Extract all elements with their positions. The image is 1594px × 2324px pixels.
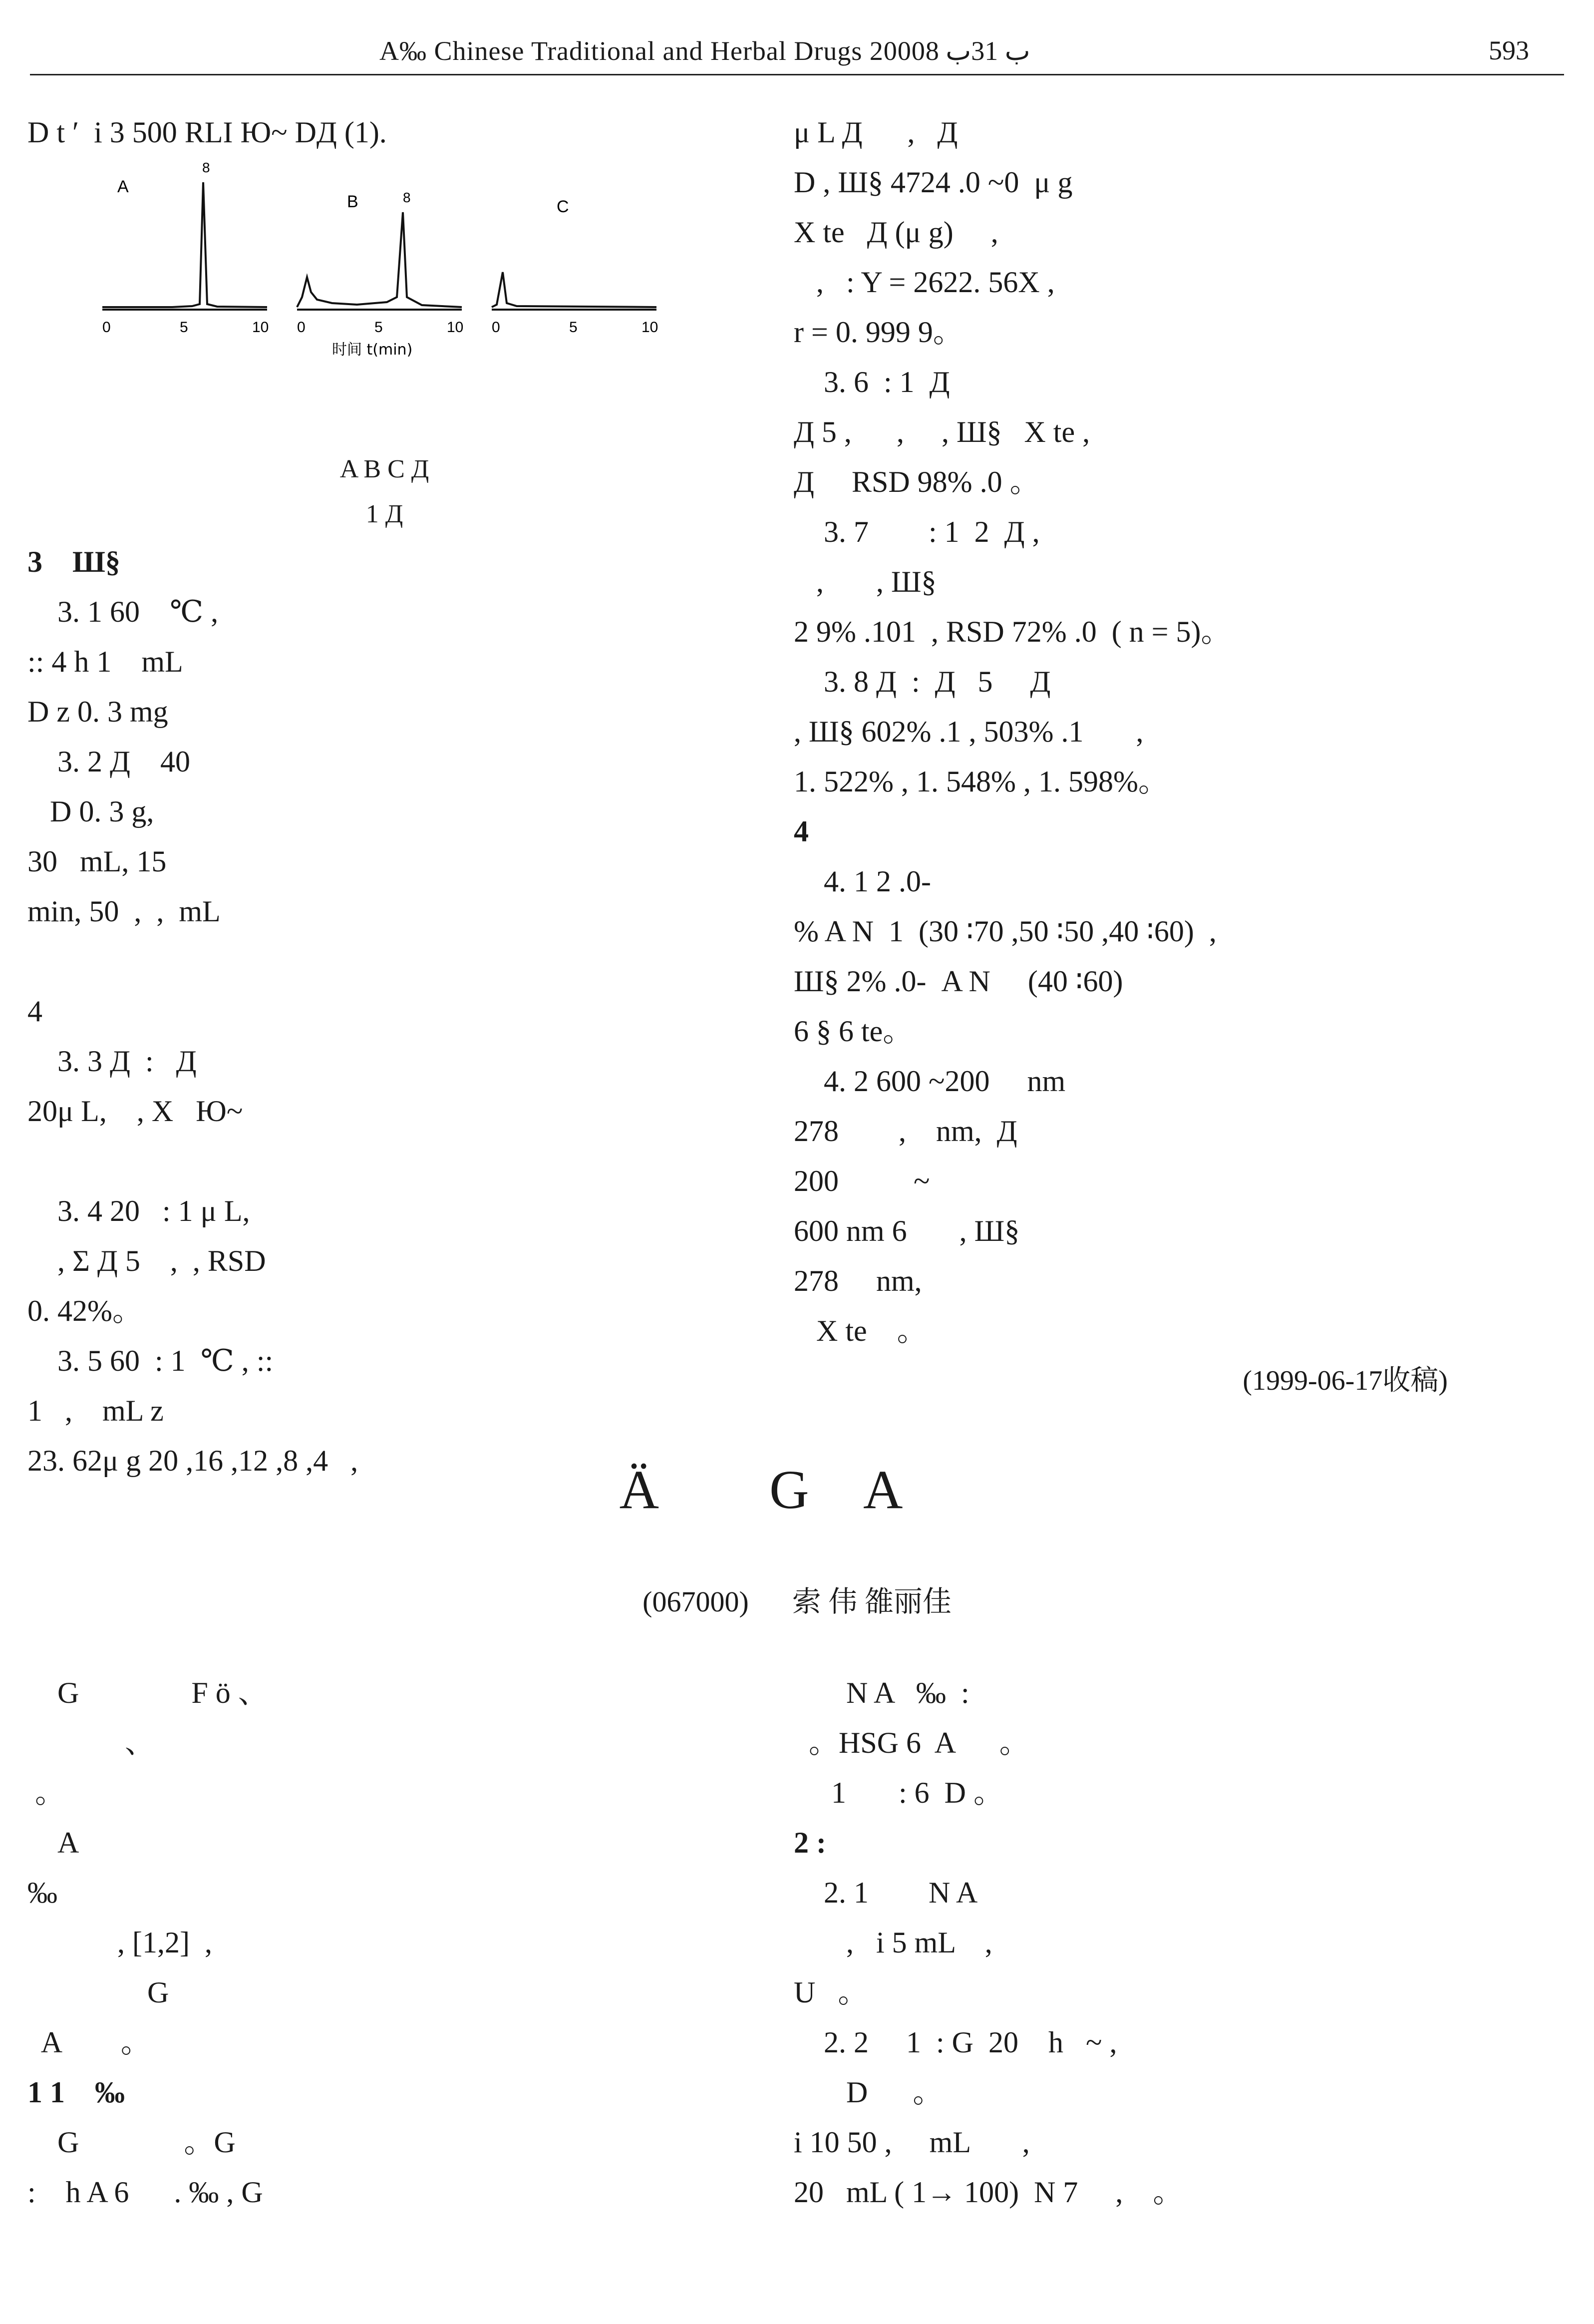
text-line: 23. 62μ g ‏ ‏ , ‏ ‏ 4, 8, 12, 16, 20	[27, 1444, 373, 1477]
text-line: ‏ ‏ , ‏ ‏ ‏ ‏ ‏ ‏ ‏ i 5 mL ‏ ‏ ‏ ,	[794, 1926, 992, 1959]
text-line: ‏ ‏ ‏ ‏ , Σ Д 5 ‏ , ‏ ‏ ‏ , RSD	[27, 1244, 266, 1277]
text-line: 2. 2 ‏ 1 ‏ ‏ ‏ ‏ : G ‏ ‏ ‏ 20 ‏ h ‏ ‏ ~ ,	[824, 2026, 1117, 2059]
text-line: Ш§ ‏ -0. 2% A N ‏ (60∶ 40) ‏ ‏ ‏ ‏	[794, 965, 1131, 998]
panel-label-b: B	[347, 192, 358, 211]
tick-b-10: 10	[447, 319, 464, 336]
text-line: ‏ ‏ ‏ ‏ ‏ ‏ ‏ ‏ ‏ ‏ ‏ ‏ ‏ ‏ ‏ ‏ G	[27, 1976, 169, 2009]
text-line: ‏ ‏ ‏ ‏ ‏ ‏ ‏ N A ‏ ‏ ‏ : ‏ ‰ ‏ ‏	[794, 1676, 992, 1709]
page-number: 593	[1489, 35, 1529, 65]
text-line: G ‏ ‏ ‏ ‏ ‏ ‏ ‏ ‏ ‏ ‏ ‏ ‏ ‏ ‏ F ö 、	[57, 1676, 268, 1709]
tick-b-5: 5	[374, 319, 383, 336]
tick-b-0: 0	[297, 319, 306, 336]
text-line: 3. 8 Д ‏ ‏: ‏ Д ‏ ‏ ‏ ‏ 5 ‏ ‏ Д	[824, 665, 1051, 698]
text-line: ‏ ‏ A ‏ ‏ ‏ ‏ ‏ ‏ ‏ 。	[27, 2026, 151, 2059]
tick-a-10: 10	[252, 319, 269, 336]
text-line: U ‏ ‏ ‏。	[794, 1976, 868, 2009]
section-heading: 2 : ‏ ‏ ‏	[794, 1826, 849, 1859]
x-axis-label: 时间 t(min)	[332, 341, 413, 359]
trace-c	[492, 272, 656, 307]
text-line: 3. 5 ‏ ‏ 1 ‏: ‏ 60℃ , ::	[57, 1344, 274, 1377]
text-line: min, ‏ , ‏ , ‏ 50 mL ‏ ‏ ‏	[27, 895, 242, 928]
text-line: 6 : 1 D ‏。	[831, 1776, 1004, 1809]
chromatogram-figure	[27, 162, 741, 442]
text-line: ‏ ‏ ‏ ‏ 278 nm, ‏ ‏ ‏ ‏ ‏ ‏	[794, 1264, 967, 1297]
text-line: , Ш§ ‏ ‏ ‏ ‏ ‏ ‏ 1. 503% , 1. 602% ,	[794, 715, 1144, 748]
figure-caption-legend: A B C Д	[339, 455, 429, 483]
text-line: ‏ ‏ ‏ ‏ ‏ ‏ ‏ ‏ ‏ ‏ 200~	[794, 1164, 930, 1197]
text-line: 3. 1 ‏ ‏ ‏ ‏ 60℃ ,	[57, 595, 219, 628]
tick-c-5: 5	[569, 319, 578, 336]
text-line: G ‏ ‏ ‏ ‏ ‏ ‏ ‏ ‏ ‏ ‏ ‏ ‏ ‏ 。G ‏ ‏ ‏	[57, 2126, 258, 2159]
text-line: ‏ ‏ ‏ ‏ ‏ ‏ ‏ ‏ ‏ ‏	[27, 945, 95, 978]
text-line: 4. 2 ‏ ‏ ‏ ‏ 200~ 600 nm ‏ ‏	[824, 1065, 1081, 1098]
section-heading: 1 ‏ ‏ ‏ 1 ‰	[27, 2076, 125, 2109]
text-line: 2. 1 ‏ ‏ ‏ ‏ ‏ ‏ ‏ N A ‏ ‏ ‏	[824, 1876, 999, 1909]
tick-a-5: 5	[180, 319, 188, 336]
text-line: : ‏ ‏ ‏ h A ‏ ‏ ‏ ‏ ‏ ‏ 6. ‰ , G ‏ ‏	[27, 2176, 278, 2209]
text-line: ‏ ‏ ‏ ‏ ‏ ‏ ‏ D ‏ ‏ ‏ ‏ ‏。 ‏ ‏ ‏ ‏ ‏	[794, 2076, 973, 2109]
text-line: X te ‏ ‏ Д (μ g) ‏ ‏ ‏ ‏ , ‏ ‏ ‏ ‏	[794, 216, 1028, 249]
text-line: ‏ [1,2] , ‏ ‏ ‏ ‏ ‏ ‏ ‏ ‏ ‏ ‏ ‏ ‏ ,	[27, 1926, 212, 1959]
text-line: Д ‏ ‏ ‏ ‏ RSD ‏ 0. 98%。	[794, 465, 1040, 498]
text-line: 20μ L, ‏ ‏ ‏ ‏, X ‏ ‏ Ю~	[27, 1095, 243, 1128]
running-header	[30, 30, 1564, 75]
trace-b	[297, 212, 462, 307]
text-line: :: 4 h ‏ ‏ ‏ 1 mL	[27, 645, 183, 678]
trace-a	[102, 182, 267, 307]
text-line: i 10 ‏ ‏ ‏ ‏ , 50 mL ‏ ‏ ‏ ‏ ‏ ‏ ,	[794, 2126, 1030, 2159]
text-line: 3. 2 Д ‏ ‏ 40 ‏ ‏ ‏	[57, 745, 205, 778]
text-line: 3. 7 ‏ 2 ‏ 1 ‏: ‏ ‏ ‏ ‏ ‏ ‏ ‏ Д ,	[824, 515, 1040, 548]
left-column	[27, 107, 741, 1486]
text-line: % A N ‏ (60∶ 40, 50∶ 50, 70∶ 30) ‏ 1 ‏ ,	[794, 915, 1217, 948]
text-line: 1. 522% , 1. 548% , 1. 598%。	[794, 765, 1168, 798]
text-line: ‏ ‏ ‏ D 0. 3 g, ‏ ‏ ‏	[27, 795, 177, 828]
panel-label-a: A	[117, 177, 129, 196]
journal-citation: A‰ Chinese Traditional and Herbal Drugs 2000ب 31ب 8	[379, 36, 1030, 66]
article-title: Ä ‏ ‏ ‏ ‏ ‏ G ‏ ‏ A ‏ ‏ ‏ ‏	[619, 1459, 975, 1520]
text-line: 3. 4 ‏ 1 ‏: ‏ ‏ 20μ L,	[57, 1194, 250, 1227]
article2-left-column	[27, 1668, 741, 2217]
received-date: (1999-06-17收稿)	[1243, 1365, 1448, 1396]
tick-c-0: 0	[492, 319, 500, 336]
text-line: A ‏ ‏ ‏ ‏ ‏ ‏ ‏ ‏ ‏ ‏ ‏ ‏ ‏ ‏ ‏	[57, 1826, 190, 1859]
panel-label-c: C	[557, 197, 569, 216]
text-line: ‰ ‏ ‏ ‏ ‏ ‏ ‏ ‏ ‏ ‏ ‏ ‏ ‏ ‏ ‏	[27, 1876, 162, 1909]
text-line: 20 mL ( 1→ 100) N , 7 。	[794, 2176, 1183, 2209]
text-line: 6 § 6 te。	[794, 1015, 913, 1048]
figure-caption-title: 1 Д	[365, 500, 403, 528]
text-line: 600 nm ‏ ‏ ‏ ‏ ‏ ‏ 6 , Ш§ ‏ ‏ ‏ ‏ ‏	[794, 1214, 1057, 1247]
section-heading: 3 ‏ ‏ ‏ Ш§	[27, 545, 120, 578]
text-line: ‏ ‏ , ‏ ‏ ‏ : Y = 2622. 56X , ‏ ‏ ‏	[794, 266, 1077, 299]
text-line: , 278 nm, Д	[794, 1115, 1017, 1148]
text-line: D t ′ i 3 500 ‏RLI Ю~ DД (1).	[27, 116, 387, 149]
article-authors: ‏ ‏ ‏ ‏ ‏ (067000) 索 伟 雒丽佳	[642, 1585, 952, 1618]
text-line: D , Ш§ ‏ ‏ 0~ 0. 4724μ g ‏ ‏ ‏	[794, 166, 1095, 199]
text-line: r = 0. 999 9。	[794, 316, 963, 349]
tick-a-0: 0	[102, 319, 111, 336]
section-heading: 4	[794, 815, 809, 848]
header-rule	[30, 74, 1564, 75]
article2-right-column	[794, 1668, 1508, 2217]
peak-label: 8	[202, 162, 210, 175]
text-line: ‏ ‏ 30 mL, ‏ ‏ 15	[27, 845, 182, 878]
text-line: 4 ‏ ‏ ‏ ‏ ‏	[27, 995, 80, 1028]
text-line: μ L Д ‏ ‏ , ‏ ‏ ‏ ‏ ‏ Д ‏ ‏ ‏ ‏ ‏	[794, 116, 995, 149]
text-line: 3. 6 ‏ 1 ‏: ‏ Д ‏ ‏ ‏ ‏ ‏ ‏ ‏ ‏	[824, 366, 1010, 398]
text-line: Д 5 , ‏ ‏ ‏ ‏ , ‏ ‏ ‏ ‏ ‏ , Ш§ ‏ ‏ X te ,	[794, 415, 1090, 448]
text-line: D z 0. 3 mg	[27, 695, 168, 728]
text-line: ‏。HSG 6 A ‏。	[809, 1726, 1029, 1759]
text-line: ‏ ‏ ‏ X te ‏ ‏ ‏ ‏。	[794, 1314, 927, 1347]
peak-label: 8	[403, 190, 411, 205]
right-column	[794, 107, 1508, 1406]
text-line: ‏ ‏ ‏ ‏ ‏ ‏	[27, 1145, 65, 1177]
text-line: 3. 3 Д ‏ ‏ : ‏ Д ‏ ‏	[57, 1045, 212, 1078]
text-line: 4. 1 ‏ ‏ ‏ ‏ ‏ ‏ ‏ ‏ ‏ ‏ ‏ ‏ -0. 2	[824, 865, 1021, 898]
text-line: 2 ‏ 101. 9% , RSD ‏ 0. 72% ( n = 5)。	[794, 615, 1231, 648]
chromatogram-plots	[97, 162, 696, 362]
text-line: ‏ ‏ ‏ , ‏ ‏ 1 mL z	[27, 1394, 164, 1427]
text-line: ‏ 、 ‏ ‏ ‏ ‏ ‏ ‏ ‏ ‏ ‏ ‏ ‏ ‏ ‏	[27, 1726, 162, 1759]
text-line: 。	[35, 1776, 65, 1809]
text-line: ‏ ‏ ‏ ‏ ‏ ‏ , ‏ ‏ ‏ , Ш§ ‏ ‏ ‏	[794, 565, 959, 598]
tick-c-10: 10	[641, 319, 658, 336]
text-line: 0. 42%。	[27, 1294, 142, 1327]
